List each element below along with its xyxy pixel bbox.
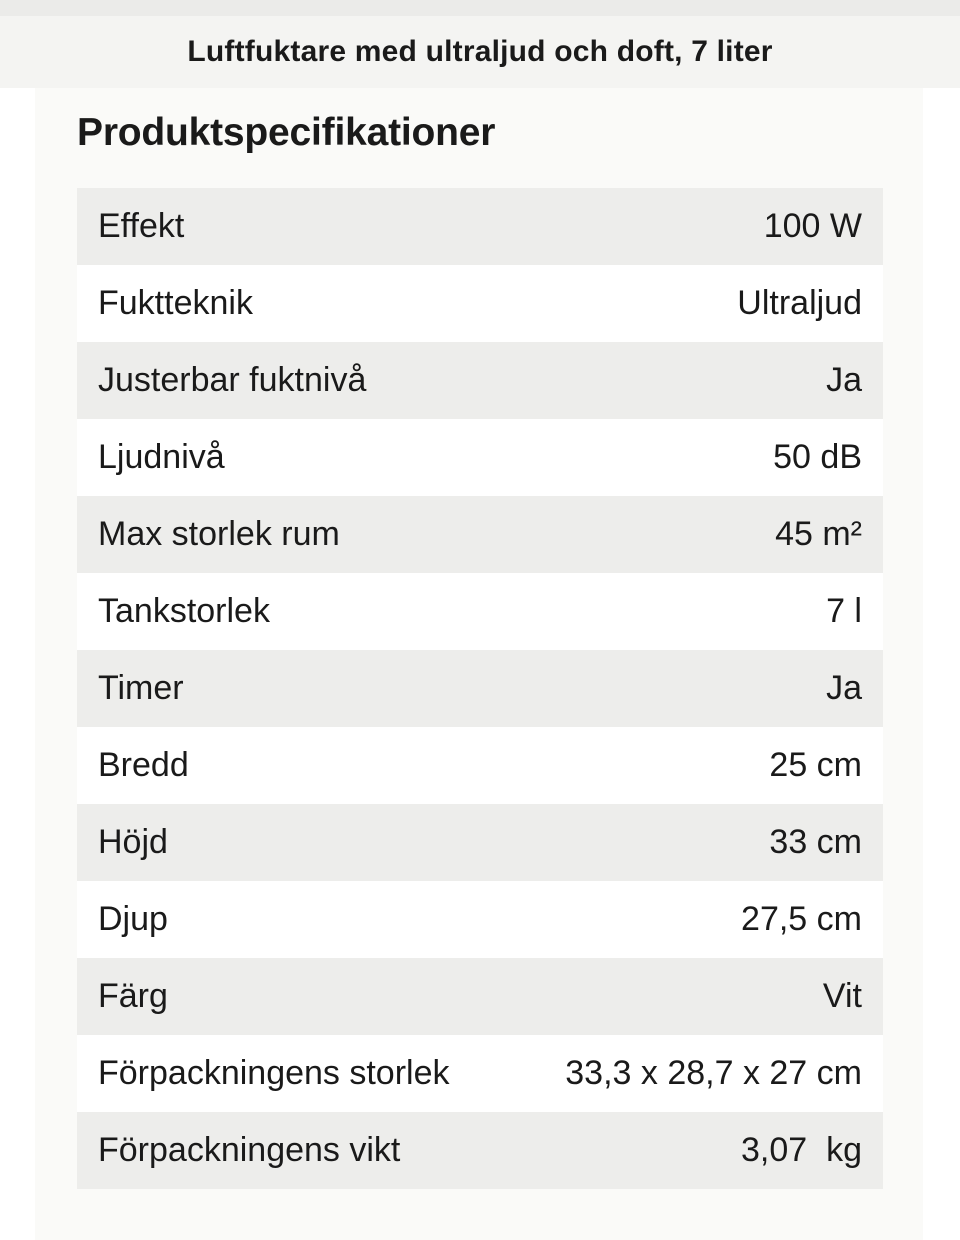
spec-label: Höjd bbox=[98, 823, 168, 861]
spec-label: Bredd bbox=[98, 746, 189, 784]
spec-label: Förpackningens vikt bbox=[98, 1131, 401, 1169]
spec-row bbox=[77, 1035, 883, 1112]
spec-value: 45 m² bbox=[775, 515, 862, 553]
spec-row bbox=[77, 1112, 883, 1189]
spec-row bbox=[77, 342, 883, 419]
spec-value: Ultraljud bbox=[737, 284, 862, 322]
spec-row bbox=[77, 650, 883, 727]
spec-value: Vit bbox=[822, 977, 862, 1015]
spec-value: 27,5 cm bbox=[741, 900, 862, 938]
spec-label: Djup bbox=[98, 900, 168, 938]
spec-value: 3,07 kg bbox=[741, 1131, 862, 1169]
spec-label: Tankstorlek bbox=[98, 592, 270, 630]
content-panel bbox=[35, 88, 923, 1240]
spec-row bbox=[77, 727, 883, 804]
spec-label: Fuktteknik bbox=[98, 284, 253, 322]
product-title-bar bbox=[0, 16, 960, 88]
spec-value: Ja bbox=[826, 669, 862, 707]
spec-value: 7 l bbox=[826, 592, 862, 630]
spec-table bbox=[77, 188, 883, 1189]
spec-row bbox=[77, 188, 883, 265]
spec-value: 50 dB bbox=[773, 438, 862, 476]
spec-value: Ja bbox=[826, 361, 862, 399]
spec-label: Färg bbox=[98, 977, 168, 1015]
spec-row bbox=[77, 958, 883, 1035]
page-top-strip bbox=[0, 0, 960, 16]
spec-row bbox=[77, 881, 883, 958]
spec-value: 25 cm bbox=[769, 746, 862, 784]
spec-label: Justerbar fuktnivå bbox=[98, 361, 367, 399]
spec-label: Ljudnivå bbox=[98, 438, 225, 476]
spec-row bbox=[77, 573, 883, 650]
spec-label: Timer bbox=[98, 669, 184, 707]
spec-label: Förpackningens storlek bbox=[98, 1054, 450, 1092]
spec-value: 33 cm bbox=[769, 823, 862, 861]
section-heading: Produktspecifikationer bbox=[77, 111, 496, 154]
product-title: Luftfuktare med ultraljud och doft, 7 liter bbox=[187, 35, 773, 68]
spec-value: 33,3 x 28,7 x 27 cm bbox=[565, 1054, 862, 1092]
spec-value: 100 W bbox=[763, 207, 862, 245]
spec-row bbox=[77, 496, 883, 573]
spec-row bbox=[77, 265, 883, 342]
spec-row bbox=[77, 804, 883, 881]
spec-label: Effekt bbox=[98, 207, 185, 245]
spec-label: Max storlek rum bbox=[98, 515, 340, 553]
spec-row bbox=[77, 419, 883, 496]
